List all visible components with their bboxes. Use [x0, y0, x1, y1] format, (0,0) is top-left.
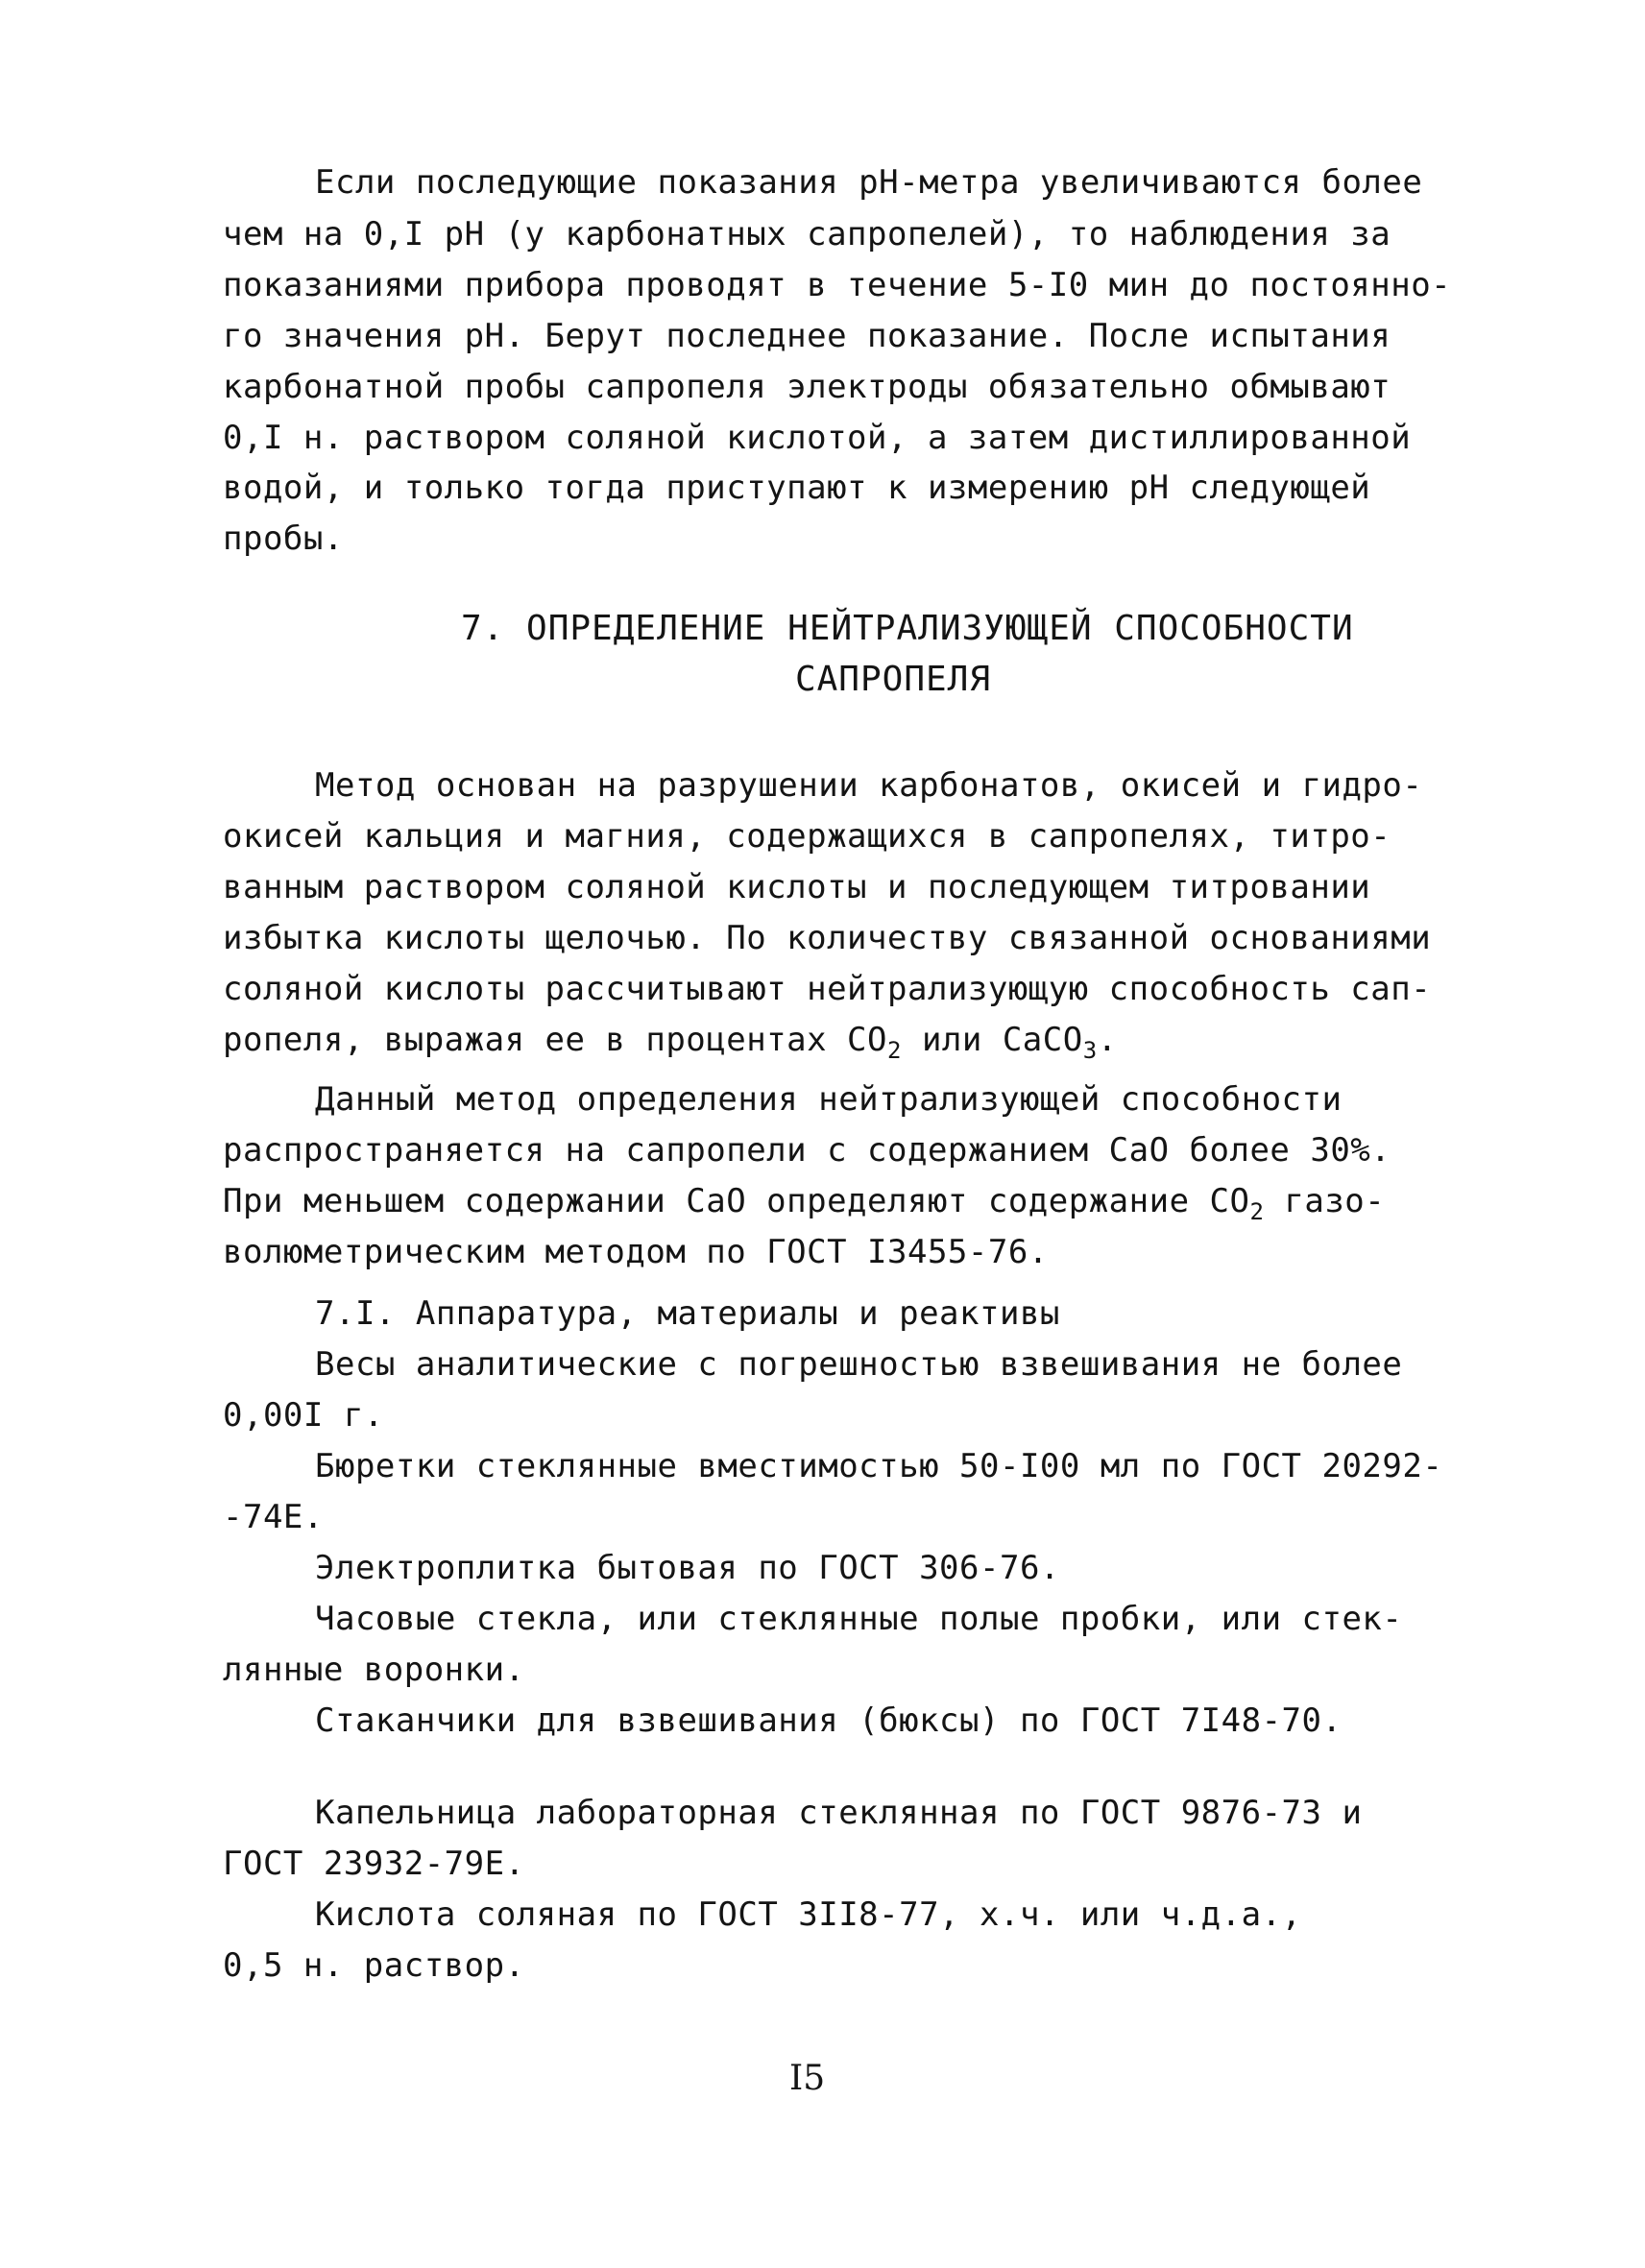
p2-line-6	[223, 1021, 1118, 1064]
p2-line-6-prefix: ропеля, выражая ее в процентах CO	[223, 1021, 888, 1059]
item-line-5: Электроплитка бытовая по ГОСТ 306-76.	[315, 1549, 1060, 1587]
item-line-3: Бюретки стеклянные вместимостью 50-I00 мл по ГОСТ 20292-	[315, 1447, 1443, 1485]
caco3-subscript: 3	[1082, 1037, 1098, 1064]
p2-line-1: Метод основан на разрушении карбонатов, окисей и гидро-	[315, 766, 1423, 805]
p3-line-4: волюметрическим методом по ГОСТ I3455-76.	[223, 1233, 1049, 1271]
item-line-12: 0,5 н. раствор.	[223, 1946, 525, 1985]
item-line-4: -74Е.	[223, 1498, 324, 1536]
section-title-line-1: 7. ОПРЕДЕЛЕНИЕ НЕЙТРАЛИЗУЮЩЕЙ СПОСОБНОСТИ	[461, 609, 1354, 648]
section-title-line-2: САПРОПЕЛЯ	[794, 660, 992, 699]
p2-line-6-middle: или CaCO	[901, 1021, 1083, 1059]
item-line-7: лянные воронки.	[223, 1651, 525, 1689]
item-line-8: Стаканчики для взвешивания (бюксы) по ГОСТ 7I48-70.	[315, 1701, 1343, 1740]
p2-line-6-suffix: .	[1097, 1021, 1118, 1059]
p1-line-6: 0,I н. раствором соляной кислотой, а затем дистиллированной	[223, 419, 1412, 457]
p3-line-1: Данный метод определения нейтрализующей способности	[315, 1080, 1343, 1119]
item-line-2: 0,00I г.	[223, 1396, 384, 1435]
item-line-10: ГОСТ 23932-79Е.	[223, 1845, 525, 1883]
p3-line-2: распространяется на сапропели с содержанием CaO более 30%.	[223, 1131, 1391, 1170]
p1-line-2: чем на 0,I pH (у карбонатных сапропелей), то наблюдения за	[223, 215, 1391, 253]
p3-line-3-prefix: При меньшем содержании CaO определяют содержание CO	[223, 1182, 1250, 1220]
subsection-heading: 7.I. Аппаратура, материалы и реактивы	[315, 1294, 1060, 1333]
page-number: I5	[789, 2059, 826, 2098]
co2-subscript: 2	[887, 1037, 902, 1064]
p2-line-4: избытка кислоты щелочью. По количеству связанной основаниями	[223, 919, 1432, 957]
co2-subscript-2: 2	[1249, 1198, 1265, 1225]
p3-line-3	[223, 1182, 1386, 1225]
p2-line-3: ванным раствором соляной кислоты и последующем титровании	[223, 868, 1371, 906]
p3-line-3-suffix: газо-	[1264, 1182, 1386, 1220]
p1-line-1: Если последующие показания pH-метра увеличиваются более	[315, 163, 1423, 202]
p1-line-3: показаниями прибора проводят в течение 5-I0 мин до постоянно-	[223, 266, 1452, 304]
item-line-11: Кислота соляная по ГОСТ 3II8-77, х.ч. или ч.д.а.,	[315, 1895, 1302, 1934]
p1-line-7: водой, и только тогда приступают к измерению pH следующей	[223, 469, 1371, 507]
p2-line-2: окисей кальция и магния, содержащихся в сапропелях, титро-	[223, 817, 1391, 856]
item-line-9: Капельница лабораторная стеклянная по ГОСТ 9876-73 и	[315, 1794, 1363, 1832]
p1-line-4: го значения pH. Берут последнее показание. После испытания	[223, 317, 1391, 355]
p1-line-8: пробы.	[223, 519, 344, 558]
item-line-6: Часовые стекла, или стеклянные полые пробки, или стек-	[315, 1600, 1403, 1638]
p1-line-5: карбонатной пробы сапропеля электроды обязательно обмывают	[223, 368, 1391, 406]
item-line-1: Весы аналитические с погрешностью взвешивания не более	[315, 1345, 1403, 1384]
p2-line-5: соляной кислоты рассчитывают нейтрализующую способность сап-	[223, 970, 1432, 1008]
